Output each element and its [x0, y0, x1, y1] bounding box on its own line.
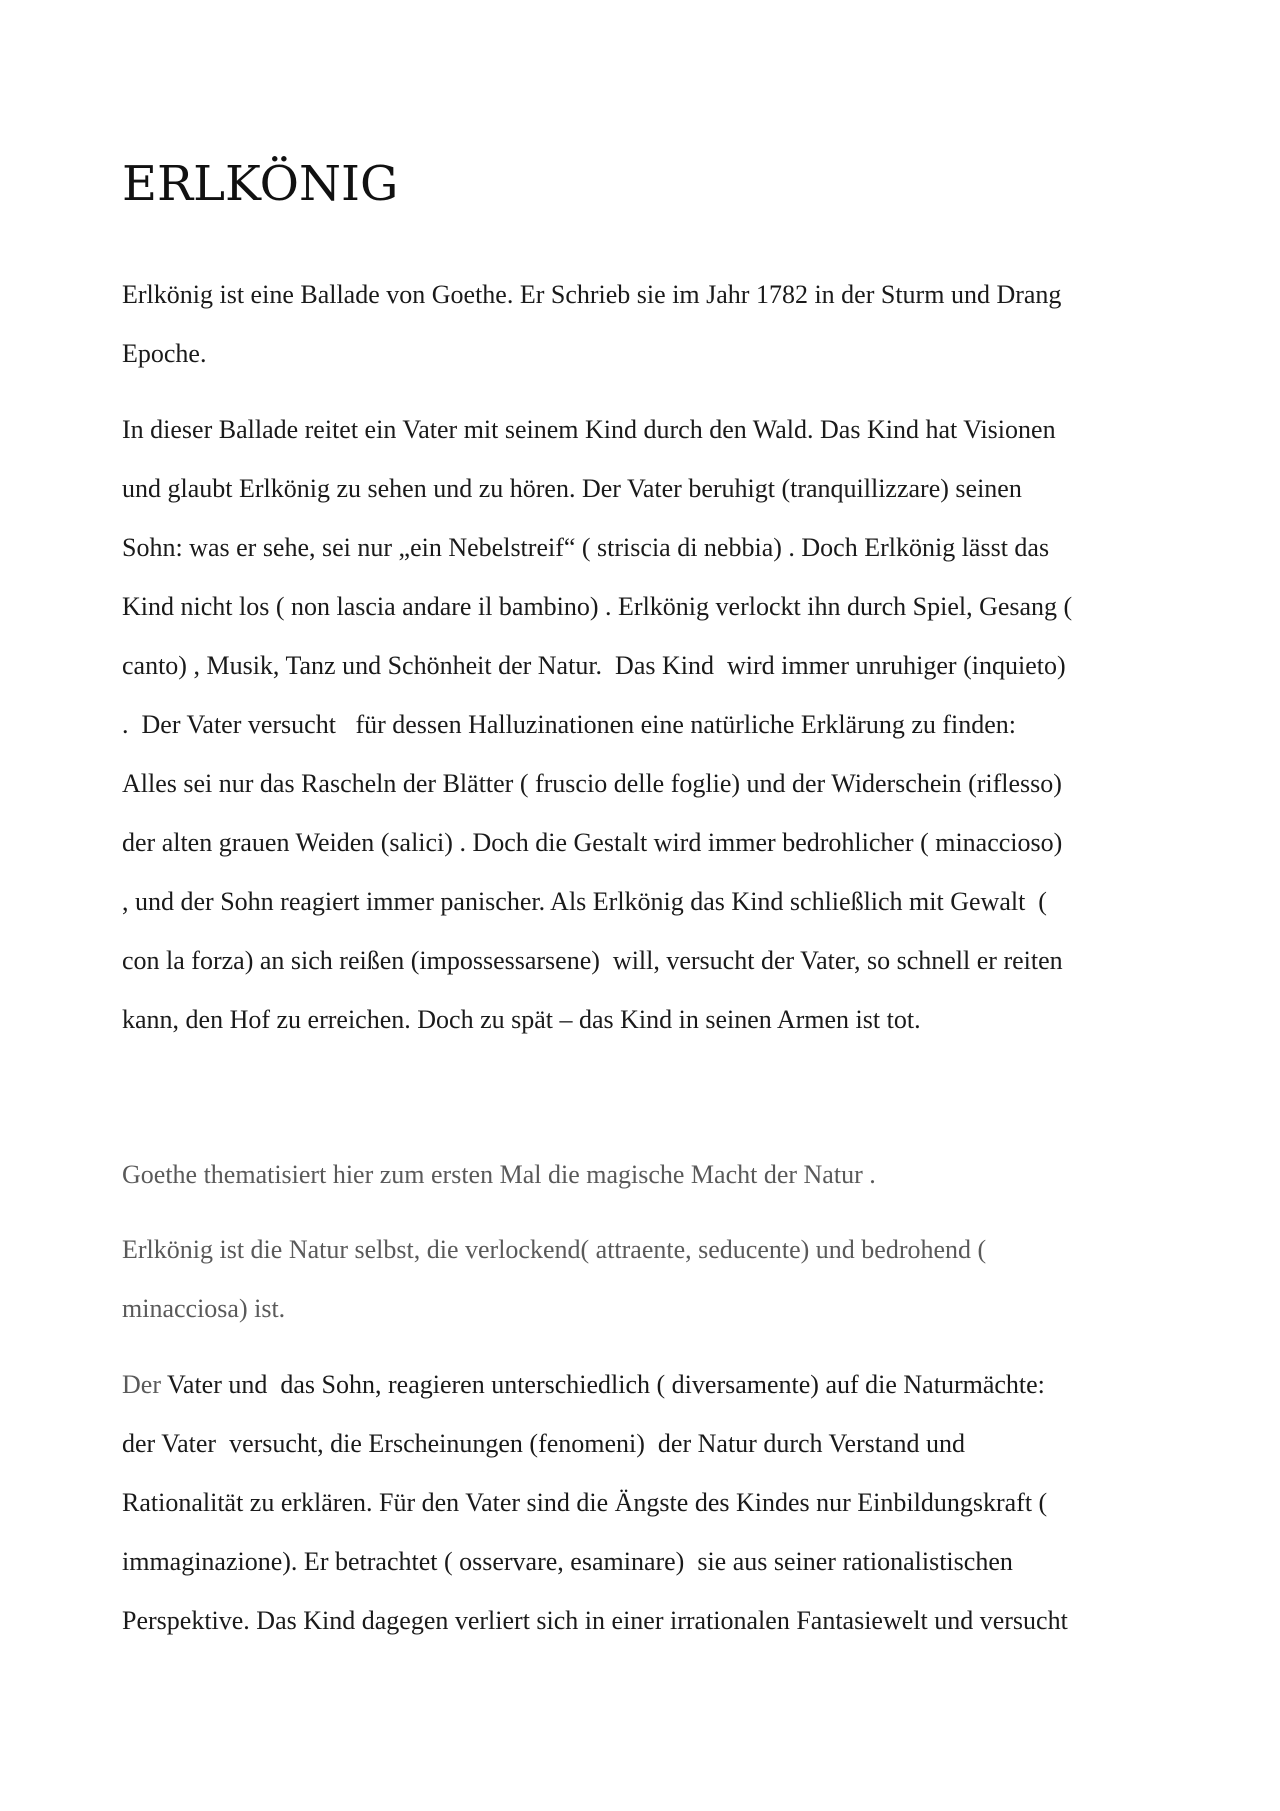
text-line: der alten grauen Weiden (salici) . Doch die Gestalt wird immer bedrohlicher ( minaccioso): [122, 828, 1063, 857]
text-line: immaginazione). Er betrachtet ( osservare, esaminare) sie aus seiner rationalistischen: [122, 1547, 1013, 1576]
text-line: Erlkönig ist die Natur selbst, die verlockend( attraente, seducente) und bedrohend (: [122, 1235, 987, 1264]
text-line: der Vater versucht, die Erscheinungen (fenomeni) der Natur durch Verstand und: [122, 1429, 966, 1458]
text-line: Rationalität zu erklären. Für den Vater sind die Ängste des Kindes nur Einbildungskraft (: [122, 1488, 1048, 1517]
text-line: minacciosa) ist.: [122, 1294, 286, 1323]
text-line: [122, 1355, 1172, 1414]
text-line: Goethe thematisiert hier zum ersten Mal die magische Macht der Natur .: [122, 1160, 876, 1189]
text-line: kann, den Hof zu erreichen. Doch zu spät – das Kind in seinen Armen ist tot.: [122, 1005, 921, 1034]
text-line: con la forza) an sich reißen (impossessarsene) will, versucht der Vater, so schnell er reiten: [122, 946, 1063, 975]
text-line: Perspektive. Das Kind dagegen verliert sich in einer irrationalen Fantasiewelt und versucht: [122, 1606, 1068, 1635]
text-line: Erlkönig ist eine Ballade von Goethe. Er Schrieb sie im Jahr 1782 in der Sturm und Drang: [122, 280, 1062, 309]
paragraph-summary: [122, 400, 1172, 1049]
page-title: ERLKÖNIG: [122, 156, 399, 212]
text-line: , und der Sohn reagiert immer panischer. Als Erlkönig das Kind schließlich mit Gewalt (: [122, 887, 1047, 916]
text-line: Epoche.: [122, 339, 207, 368]
text-line: . Der Vater versucht für dessen Halluzinationen eine natürliche Erklärung zu finden:: [122, 710, 1017, 739]
text-line: canto) , Musik, Tanz und Schönheit der Natur. Das Kind wird immer unruhiger (inquieto): [122, 651, 1066, 680]
text-line: Kind nicht los ( non lascia andare il bambino) . Erlkönig verlockt ihn durch Spiel, Gesang (: [122, 592, 1073, 621]
text-line: In dieser Ballade reitet ein Vater mit seinem Kind durch den Wald. Das Kind hat Visionen: [122, 415, 1056, 444]
text-line: Sohn: was er sehe, sei nur „ein Nebelstreif“ ( striscia di nebbia) . Doch Erlkönig lässt das: [122, 533, 1050, 562]
first-word: Der: [122, 1370, 161, 1399]
paragraph-theme: [122, 1145, 1172, 1204]
text-line: Alles sei nur das Rascheln der Blätter ( fruscio delle foglie) und der Widerschein (riflesso): [122, 769, 1062, 798]
paragraph-intro: [122, 265, 1172, 383]
paragraph-nature: [122, 1220, 1172, 1338]
first-line-rest: Vater und das Sohn, reagieren unterschiedlich ( diversamente) auf die Naturmächte:: [160, 1370, 1045, 1399]
paragraph-contrast: [122, 1355, 1172, 1650]
text-line: und glaubt Erlkönig zu sehen und zu hören. Der Vater beruhigt (tranquillizzare) seinen: [122, 474, 1022, 503]
